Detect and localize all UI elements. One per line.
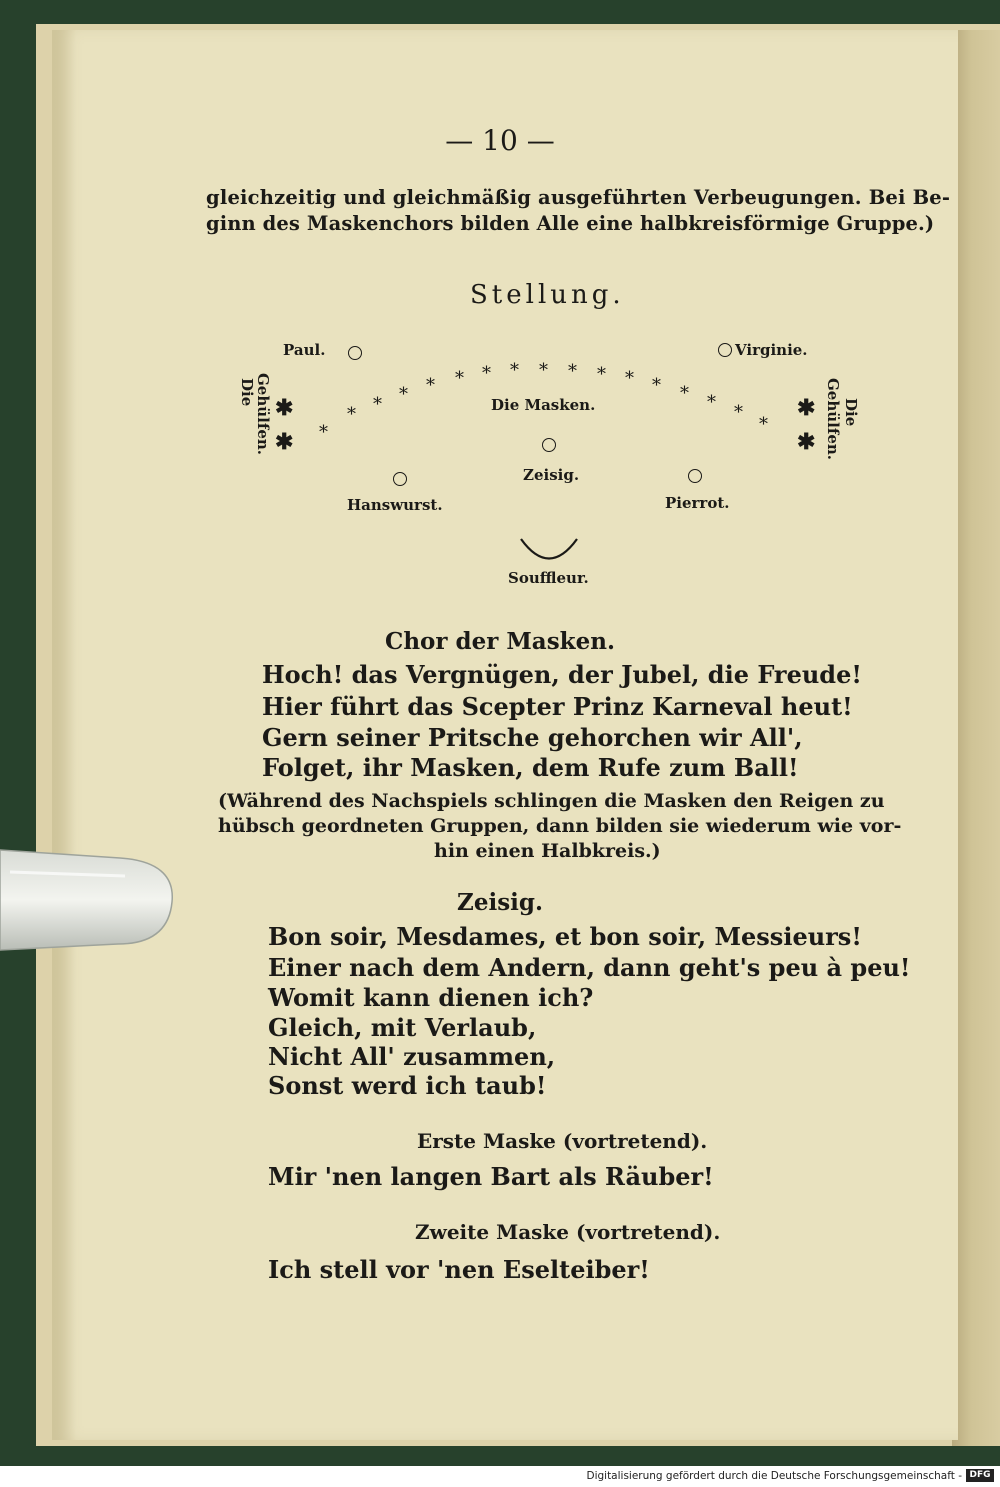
zeisig-line: Gleich, mit Verlaub, [268, 1013, 537, 1042]
mask-star: * [597, 364, 606, 385]
mask-star: * [373, 394, 382, 415]
label-hanswurst: Hanswurst. [347, 496, 443, 514]
intro-line-1: gleichzeitig und gleichmäßig ausgeführten Verbeugungen. Bei Be- [206, 186, 951, 209]
zeisig-line: Sonst werd ich taub! [268, 1071, 547, 1100]
mask-star: * [319, 422, 328, 443]
stellung-title: Stellung. [470, 280, 625, 310]
label-die-masken: Die Masken. [491, 396, 596, 414]
next-page-edge [952, 30, 1000, 1446]
dfg-logo: DFG [966, 1469, 994, 1482]
mask-star: * [510, 360, 519, 381]
position-hanswurst-circle [393, 472, 407, 486]
mask-star: * [482, 363, 491, 384]
zeisig-line: Womit kann dienen ich? [268, 983, 594, 1012]
intro-line-2: ginn des Maskenchors bilden Alle eine halbkreisförmige Gruppe.) [206, 212, 935, 235]
zeisig-line: Bon soir, Mesdames, et bon soir, Messieurs! [268, 922, 862, 951]
erste-maske-heading: Erste Maske (vortretend). [417, 1129, 708, 1153]
label-virginie: Virginie. [735, 341, 808, 359]
mask-star: * [539, 360, 548, 381]
position-pierrot-circle [688, 469, 702, 483]
label-paul: Paul. [283, 341, 326, 359]
chor-line: Hoch! das Vergnügen, der Jubel, die Freude! [262, 660, 862, 689]
chor-heading: Chor der Masken. [385, 628, 615, 655]
chor-line: Gern seiner Pritsche gehorchen wir All', [262, 723, 803, 752]
stage-direction-line-2: hübsch geordneten Gruppen, dann bilden sie wiederum wie vor- [218, 815, 902, 837]
gehuelfen-left-word-1: Die [238, 378, 256, 407]
helper-star: ✱ [275, 395, 294, 421]
label-zeisig: Zeisig. [523, 466, 580, 484]
mask-star: * [399, 384, 408, 405]
stage-direction-line-1: (Während des Nachspiels schlingen die Masken den Reigen zu [218, 790, 885, 812]
zeisig-line: Einer nach dem Andern, dann geht's peu à peu! [268, 953, 911, 982]
label-gehuelfen-right [822, 378, 842, 468]
gehuelfen-right-word-1: Die [842, 398, 860, 427]
mask-star: * [707, 392, 716, 413]
page-clip [0, 832, 175, 962]
mask-star: * [455, 368, 464, 389]
gehuelfen-left-column [252, 373, 272, 463]
page-number: — 10 — [445, 124, 555, 157]
souffleur-box-arc [518, 536, 580, 566]
mask-star: * [426, 375, 435, 396]
helper-star: ✱ [797, 395, 816, 421]
zweite-maske-line: Ich stell vor 'nen Eselteiber! [268, 1255, 650, 1284]
helper-star: ✱ [797, 429, 816, 455]
chor-line: Hier führt das Scepter Prinz Karneval heut! [262, 692, 853, 721]
label-souffleur: Souffleur. [508, 569, 589, 587]
digitization-credit: Digitalisierung gefördert durch die Deutsche Forschungsgemeinschaft - [586, 1470, 962, 1482]
gehuelfen-right-word-2: Gehülfen. [824, 378, 842, 460]
zweite-maske-heading: Zweite Maske (vortretend). [415, 1220, 721, 1244]
helper-star: ✱ [275, 429, 294, 455]
zeisig-line: Nicht All' zusammen, [268, 1042, 556, 1071]
mask-star: * [759, 414, 768, 435]
zeisig-heading: Zeisig. [457, 889, 543, 916]
stage-direction-line-3: hin einen Halbkreis.) [434, 840, 661, 862]
gehuelfen-left-word-2: Gehülfen. [254, 373, 272, 455]
gehuelfen-right-column [840, 398, 860, 458]
page-gutter [52, 30, 76, 1440]
label-pierrot: Pierrot. [665, 494, 730, 512]
position-virginie-circle [718, 343, 732, 357]
mask-star: * [568, 361, 577, 382]
mask-star: * [652, 375, 661, 396]
mask-star: * [734, 402, 743, 423]
position-zeisig-circle [542, 438, 556, 452]
chor-line: Folget, ihr Masken, dem Rufe zum Ball! [262, 753, 799, 782]
erste-maske-line: Mir 'nen langen Bart als Räuber! [268, 1162, 714, 1191]
mask-star: * [680, 383, 689, 404]
position-paul-circle [348, 346, 362, 360]
mask-star: * [347, 404, 356, 425]
mask-star: * [625, 368, 634, 389]
